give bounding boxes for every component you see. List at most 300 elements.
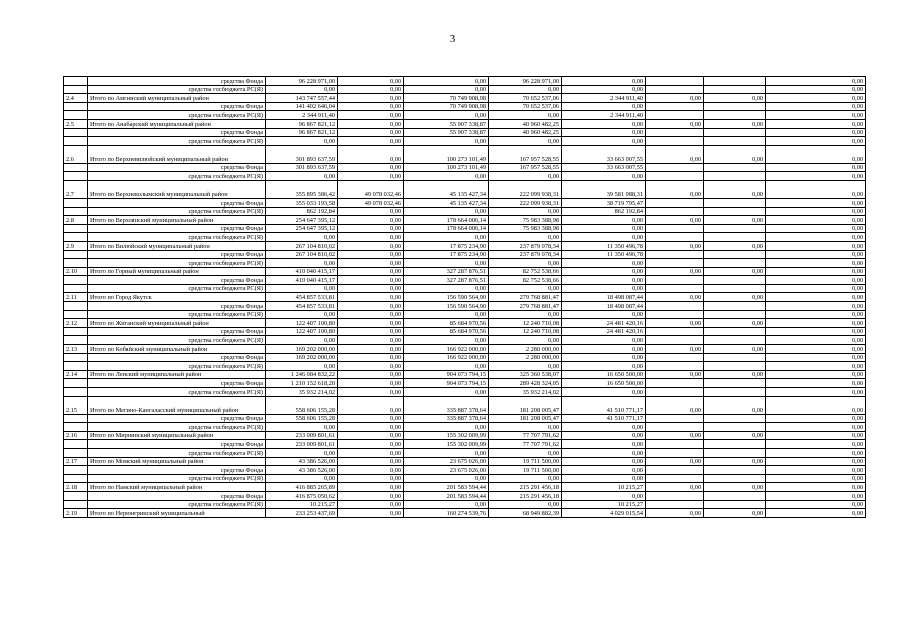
amount-col-5-cell: 0,00 xyxy=(562,276,646,285)
amount-col-2-cell: 0,00 xyxy=(338,207,404,216)
amount-total-cell: 410 040 415,17 xyxy=(266,276,338,285)
amount-col-3-cell: 178 664 006,14 xyxy=(404,216,489,225)
table-sub-row xyxy=(64,207,866,216)
amount-col-8-cell: 0,00 xyxy=(766,423,866,432)
amount-col-8-cell: 0,00 xyxy=(766,172,866,181)
amount-col-6-cell xyxy=(646,111,704,120)
row-code-cell xyxy=(64,250,88,259)
amount-col-6-cell xyxy=(646,327,704,336)
table-sub-row xyxy=(64,466,866,475)
row-name-cell: средства госбюджета РС(Я) xyxy=(88,362,266,371)
row-code-cell xyxy=(64,85,88,94)
table-sub-row xyxy=(64,379,866,388)
amount-total-cell: 96 228 971,00 xyxy=(266,77,338,86)
row-code-cell: 2.10 xyxy=(64,267,88,276)
amount-col-7-cell xyxy=(704,207,766,216)
amount-col-8-cell: 0,00 xyxy=(766,267,866,276)
amount-col-4-cell: 0,00 xyxy=(489,111,562,120)
amount-col-4-cell: 82 752 538,66 xyxy=(489,276,562,285)
amount-col-3-cell: 156 590 564,90 xyxy=(404,302,489,311)
amount-col-2-cell: 0,00 xyxy=(338,336,404,345)
row-name-cell: средства госбюджета РС(Я) xyxy=(88,500,266,509)
row-name-cell: средства госбюджета РС(Я) xyxy=(88,207,266,216)
amount-total-cell: 96 867 821,12 xyxy=(266,119,338,128)
amount-col-5-cell: 0,00 xyxy=(562,423,646,432)
row-code-cell xyxy=(64,284,88,293)
amount-col-6-cell xyxy=(646,302,704,311)
amount-total-cell: 141 402 646,04 xyxy=(266,102,338,111)
amount-col-3-cell: 335 887 378,64 xyxy=(404,414,489,423)
amount-col-7-cell: 0,00 xyxy=(704,145,766,163)
amount-total-cell: 355 895 386,42 xyxy=(266,180,338,198)
row-name-cell: средства госбюджета РС(Я) xyxy=(88,448,266,457)
row-name-cell: средства Фонда xyxy=(88,224,266,233)
amount-col-5-cell: 0,00 xyxy=(562,128,646,137)
amount-col-4-cell: 222 099 938,31 xyxy=(489,198,562,207)
amount-col-8-cell: 0,00 xyxy=(766,345,866,354)
row-code-cell xyxy=(64,500,88,509)
row-code-cell: 2.19 xyxy=(64,509,88,518)
amount-col-7-cell: 0,00 xyxy=(704,267,766,276)
row-code-cell: 2.8 xyxy=(64,216,88,225)
row-code-cell xyxy=(64,466,88,475)
amount-col-3-cell: 70 749 908,98 xyxy=(404,94,489,103)
table-total-row xyxy=(64,431,866,440)
table-total-row xyxy=(64,267,866,276)
amount-col-2-cell: 0,00 xyxy=(338,302,404,311)
amount-col-4-cell: 35 932 214,02 xyxy=(489,388,562,397)
row-name-cell: средства Фонда xyxy=(88,198,266,207)
amount-col-6-cell: 0,00 xyxy=(646,216,704,225)
amount-col-7-cell: 0,00 xyxy=(704,216,766,225)
amount-col-8-cell: 0,00 xyxy=(766,163,866,172)
amount-col-3-cell: 0,00 xyxy=(404,207,489,216)
amount-col-4-cell: 40 960 482,25 xyxy=(489,128,562,137)
row-name-cell: Итого по Мегино-Кангаласский муниципальный район xyxy=(88,396,266,414)
amount-col-3-cell: 0,00 xyxy=(404,310,489,319)
amount-col-8-cell: 0,00 xyxy=(766,457,866,466)
row-code-cell xyxy=(64,224,88,233)
amount-col-5-cell: 16 650 500,00 xyxy=(562,379,646,388)
amount-col-4-cell: 75 983 388,98 xyxy=(489,216,562,225)
amount-col-8-cell: 0,00 xyxy=(766,319,866,328)
amount-col-7-cell: 0,00 xyxy=(704,241,766,250)
row-name-cell: Итого по Мирнинский муниципальный район xyxy=(88,431,266,440)
amount-col-3-cell: 17 875 234,90 xyxy=(404,250,489,259)
table-sub-row xyxy=(64,388,866,397)
amount-total-cell: 416 885 265,89 xyxy=(266,483,338,492)
amount-col-2-cell: 0,00 xyxy=(338,353,404,362)
amount-total-cell: 1 246 084 832,22 xyxy=(266,370,338,379)
row-code-cell xyxy=(64,310,88,319)
table-sub-row xyxy=(64,172,866,181)
table-sub-row xyxy=(64,327,866,336)
amount-col-5-cell: 0,00 xyxy=(562,259,646,268)
amount-col-4-cell: 0,00 xyxy=(489,500,562,509)
amount-total-cell: 169 202 000,00 xyxy=(266,353,338,362)
amount-total-cell: 862 192,84 xyxy=(266,207,338,216)
amount-col-7-cell xyxy=(704,198,766,207)
amount-col-7-cell: 0,00 xyxy=(704,319,766,328)
row-name-cell: средства госбюджета РС(Я) xyxy=(88,137,266,146)
amount-col-3-cell: 23 675 026,00 xyxy=(404,457,489,466)
amount-col-6-cell: 0,00 xyxy=(646,431,704,440)
amount-col-8-cell: 0,00 xyxy=(766,94,866,103)
amount-col-8-cell: 0,00 xyxy=(766,128,866,137)
row-code-cell xyxy=(64,474,88,483)
amount-col-8-cell: 0,00 xyxy=(766,207,866,216)
amount-col-5-cell: 0,00 xyxy=(562,440,646,449)
row-name-cell: средства Фонда xyxy=(88,491,266,500)
amount-col-5-cell: 0,00 xyxy=(562,284,646,293)
amount-col-7-cell: 0,00 xyxy=(704,94,766,103)
amount-col-4-cell: 0,00 xyxy=(489,259,562,268)
amount-col-2-cell: 0,00 xyxy=(338,137,404,146)
amount-col-6-cell xyxy=(646,336,704,345)
amount-col-5-cell: 2 344 911,40 xyxy=(562,111,646,120)
amount-col-6-cell xyxy=(646,85,704,94)
row-code-cell xyxy=(64,172,88,181)
amount-col-4-cell: 0,00 xyxy=(489,423,562,432)
row-code-cell xyxy=(64,388,88,397)
amount-col-2-cell: 49 078 032,46 xyxy=(338,180,404,198)
table-sub-row xyxy=(64,302,866,311)
amount-col-5-cell: 862 192,84 xyxy=(562,207,646,216)
amount-col-5-cell: 0,00 xyxy=(562,431,646,440)
row-name-cell: Итого по Горный муниципальный район xyxy=(88,267,266,276)
amount-col-2-cell: 0,00 xyxy=(338,474,404,483)
row-name-cell: средства Фонда xyxy=(88,128,266,137)
amount-col-8-cell: 0,00 xyxy=(766,119,866,128)
amount-col-3-cell: 0,00 xyxy=(404,336,489,345)
table-sub-row xyxy=(64,362,866,371)
row-name-cell: средства Фонда xyxy=(88,102,266,111)
amount-col-2-cell: 0,00 xyxy=(338,310,404,319)
amount-col-7-cell: 0,00 xyxy=(704,396,766,414)
amount-col-5-cell: 24 481 420,16 xyxy=(562,327,646,336)
row-name-cell: средства госбюджета РС(Я) xyxy=(88,474,266,483)
amount-col-8-cell: 0,00 xyxy=(766,491,866,500)
amount-col-2-cell: 0,00 xyxy=(338,284,404,293)
amount-total-cell: 0,00 xyxy=(266,85,338,94)
row-name-cell: Итого по Жиганский муниципальный район xyxy=(88,319,266,328)
amount-total-cell: 122 407 100,80 xyxy=(266,319,338,328)
amount-col-2-cell: 0,00 xyxy=(338,111,404,120)
amount-col-6-cell xyxy=(646,440,704,449)
amount-col-4-cell: 0,00 xyxy=(489,85,562,94)
amount-col-8-cell: 0,00 xyxy=(766,327,866,336)
amount-total-cell: 233 009 801,61 xyxy=(266,440,338,449)
amount-total-cell: 143 747 557,44 xyxy=(266,94,338,103)
amount-col-4-cell: 237 879 078,34 xyxy=(489,250,562,259)
table-sub-row xyxy=(64,336,866,345)
amount-total-cell: 301 893 637,59 xyxy=(266,163,338,172)
amount-col-2-cell: 0,00 xyxy=(338,94,404,103)
amount-col-5-cell: 2 344 911,40 xyxy=(562,94,646,103)
amount-total-cell: 96 867 821,12 xyxy=(266,128,338,137)
amount-col-3-cell: 23 675 026,00 xyxy=(404,466,489,475)
row-name-cell: средства госбюджета РС(Я) xyxy=(88,284,266,293)
row-name-cell: Итого по Верхоянский муниципальный район xyxy=(88,216,266,225)
amount-col-7-cell xyxy=(704,85,766,94)
row-name-cell: средства госбюджета РС(Я) xyxy=(88,336,266,345)
table-total-row xyxy=(64,293,866,302)
row-code-cell xyxy=(64,362,88,371)
amount-col-6-cell xyxy=(646,172,704,181)
amount-col-7-cell xyxy=(704,163,766,172)
table-body xyxy=(64,77,866,518)
amount-col-6-cell: 0,00 xyxy=(646,457,704,466)
amount-col-2-cell: 0,00 xyxy=(338,457,404,466)
amount-col-5-cell: 0,00 xyxy=(562,448,646,457)
table-sub-row xyxy=(64,111,866,120)
amount-col-2-cell: 0,00 xyxy=(338,440,404,449)
amount-col-3-cell: 0,00 xyxy=(404,423,489,432)
amount-col-6-cell: 0,00 xyxy=(646,319,704,328)
amount-col-2-cell: 0,00 xyxy=(338,224,404,233)
amount-col-5-cell: 4 029 015,54 xyxy=(562,509,646,518)
amount-col-4-cell: 0,00 xyxy=(489,474,562,483)
amount-col-8-cell: 0,00 xyxy=(766,500,866,509)
amount-col-7-cell: 0,00 xyxy=(704,370,766,379)
amount-col-4-cell: 0,00 xyxy=(489,172,562,181)
amount-total-cell: 254 647 395,12 xyxy=(266,224,338,233)
amount-col-6-cell xyxy=(646,77,704,86)
amount-col-7-cell xyxy=(704,466,766,475)
row-name-cell: средства госбюджета РС(Я) xyxy=(88,233,266,242)
row-name-cell: средства Фонда xyxy=(88,353,266,362)
amount-col-3-cell: 0,00 xyxy=(404,137,489,146)
amount-col-5-cell: 0,00 xyxy=(562,77,646,86)
amount-col-8-cell: 0,00 xyxy=(766,302,866,311)
amount-col-7-cell xyxy=(704,233,766,242)
row-name-cell: средства Фонда xyxy=(88,414,266,423)
row-name-cell: Итого по Намский муниципальный район xyxy=(88,483,266,492)
amount-col-8-cell: 0,00 xyxy=(766,102,866,111)
row-code-cell: 2.5 xyxy=(64,119,88,128)
amount-col-2-cell: 0,00 xyxy=(338,500,404,509)
amount-col-3-cell: 0,00 xyxy=(404,111,489,120)
amount-total-cell: 0,00 xyxy=(266,137,338,146)
amount-col-3-cell: 0,00 xyxy=(404,233,489,242)
amount-col-4-cell: 215 291 456,18 xyxy=(489,483,562,492)
amount-total-cell: 267 104 810,02 xyxy=(266,241,338,250)
amount-col-5-cell: 41 510 771,17 xyxy=(562,414,646,423)
amount-col-7-cell xyxy=(704,250,766,259)
amount-total-cell: 2 344 911,40 xyxy=(266,111,338,120)
amount-col-4-cell: 222 099 938,31 xyxy=(489,180,562,198)
amount-total-cell: 122 407 100,80 xyxy=(266,327,338,336)
amount-col-6-cell xyxy=(646,362,704,371)
row-code-cell xyxy=(64,163,88,172)
amount-col-5-cell: 0,00 xyxy=(562,388,646,397)
amount-col-6-cell xyxy=(646,276,704,285)
table-sub-row xyxy=(64,353,866,362)
table-sub-row xyxy=(64,500,866,509)
page-number: 3 xyxy=(449,33,456,45)
amount-col-2-cell: 0,00 xyxy=(338,276,404,285)
table-total-row xyxy=(64,180,866,198)
row-name-cell: средства госбюджета РС(Я) xyxy=(88,172,266,181)
row-name-cell: средства Фонда xyxy=(88,440,266,449)
amount-col-2-cell: 0,00 xyxy=(338,379,404,388)
amount-col-6-cell xyxy=(646,284,704,293)
amount-total-cell: 267 104 810,02 xyxy=(266,250,338,259)
amount-total-cell: 410 040 415,17 xyxy=(266,267,338,276)
amount-col-2-cell: 0,00 xyxy=(338,370,404,379)
amount-col-3-cell: 0,00 xyxy=(404,474,489,483)
amount-col-3-cell: 155 302 009,99 xyxy=(404,440,489,449)
row-code-cell: 2.18 xyxy=(64,483,88,492)
amount-col-6-cell: 0,00 xyxy=(646,396,704,414)
amount-col-8-cell: 0,00 xyxy=(766,509,866,518)
amount-col-7-cell: 0,00 xyxy=(704,457,766,466)
amount-col-7-cell xyxy=(704,137,766,146)
amount-col-8-cell: 0,00 xyxy=(766,474,866,483)
table-sub-row xyxy=(64,233,866,242)
row-name-cell: средства Фонда xyxy=(88,379,266,388)
table-total-row xyxy=(64,319,866,328)
amount-col-7-cell xyxy=(704,284,766,293)
amount-col-7-cell xyxy=(704,336,766,345)
amount-col-4-cell: 279 768 881,47 xyxy=(489,293,562,302)
row-code-cell xyxy=(64,198,88,207)
amount-col-8-cell: 0,00 xyxy=(766,310,866,319)
amount-col-5-cell: 0,00 xyxy=(562,466,646,475)
amount-col-3-cell: 0,00 xyxy=(404,500,489,509)
amount-col-2-cell: 0,00 xyxy=(338,163,404,172)
amount-col-5-cell: 10 215,27 xyxy=(562,500,646,509)
amount-col-5-cell: 0,00 xyxy=(562,457,646,466)
row-name-cell: средства госбюджета РС(Я) xyxy=(88,388,266,397)
amount-col-2-cell: 0,00 xyxy=(338,483,404,492)
table-sub-row xyxy=(64,448,866,457)
amount-col-7-cell xyxy=(704,276,766,285)
amount-col-2-cell: 0,00 xyxy=(338,327,404,336)
amount-col-7-cell xyxy=(704,224,766,233)
amount-total-cell: 355 033 193,58 xyxy=(266,198,338,207)
amount-col-3-cell: 45 135 427,34 xyxy=(404,198,489,207)
row-code-cell: 2.12 xyxy=(64,319,88,328)
amount-col-4-cell: 279 768 881,47 xyxy=(489,302,562,311)
table-sub-row xyxy=(64,102,866,111)
amount-col-6-cell xyxy=(646,414,704,423)
amount-col-6-cell xyxy=(646,250,704,259)
row-code-cell: 2.9 xyxy=(64,241,88,250)
amount-col-7-cell xyxy=(704,362,766,371)
row-name-cell: Итого по Верхнеколымский муниципальный район xyxy=(88,180,266,198)
amount-col-3-cell: 201 583 594,44 xyxy=(404,491,489,500)
amount-col-5-cell: 0,00 xyxy=(562,216,646,225)
amount-col-3-cell: 100 273 101,49 xyxy=(404,145,489,163)
amount-col-2-cell: 0,00 xyxy=(338,491,404,500)
row-code-cell: 2.4 xyxy=(64,94,88,103)
amount-col-8-cell: 0,00 xyxy=(766,370,866,379)
amount-col-8-cell: 0,00 xyxy=(766,241,866,250)
amount-col-8-cell: 0,00 xyxy=(766,180,866,198)
amount-col-4-cell: 2 280 000,00 xyxy=(489,353,562,362)
amount-col-6-cell xyxy=(646,379,704,388)
amount-col-3-cell: 55 907 338,87 xyxy=(404,128,489,137)
amount-col-6-cell xyxy=(646,224,704,233)
amount-col-8-cell: 0,00 xyxy=(766,293,866,302)
amount-col-6-cell xyxy=(646,259,704,268)
table-total-row xyxy=(64,396,866,414)
amount-col-5-cell: 0,00 xyxy=(562,224,646,233)
amount-col-6-cell: 0,00 xyxy=(646,241,704,250)
amount-col-5-cell: 0,00 xyxy=(562,233,646,242)
amount-col-7-cell: 0,00 xyxy=(704,431,766,440)
amount-col-8-cell: 0,00 xyxy=(766,396,866,414)
amount-col-7-cell xyxy=(704,440,766,449)
row-code-cell xyxy=(64,336,88,345)
amount-col-7-cell xyxy=(704,77,766,86)
row-name-cell: Итого по Верхневилюйский муниципальный район xyxy=(88,145,266,163)
amount-col-3-cell: 166 922 000,00 xyxy=(404,345,489,354)
amount-col-8-cell: 0,00 xyxy=(766,224,866,233)
amount-col-7-cell xyxy=(704,414,766,423)
amount-total-cell: 0,00 xyxy=(266,362,338,371)
amount-col-2-cell: 0,00 xyxy=(338,431,404,440)
table-total-row xyxy=(64,94,866,103)
amount-col-7-cell xyxy=(704,388,766,397)
amount-total-cell: 233 253 437,69 xyxy=(266,509,338,518)
amount-col-4-cell: 2 280 000,00 xyxy=(489,345,562,354)
amount-col-6-cell: 0,00 xyxy=(646,145,704,163)
amount-col-6-cell xyxy=(646,207,704,216)
amount-col-6-cell xyxy=(646,500,704,509)
amount-col-3-cell: 100 273 101,49 xyxy=(404,163,489,172)
row-name-cell: средства Фонда xyxy=(88,327,266,336)
amount-total-cell: 558 606 155,28 xyxy=(266,396,338,414)
amount-col-5-cell: 33 663 007,55 xyxy=(562,145,646,163)
amount-col-4-cell: 77 707 791,62 xyxy=(489,431,562,440)
table-sub-row xyxy=(64,224,866,233)
amount-col-3-cell: 0,00 xyxy=(404,284,489,293)
table-sub-row xyxy=(64,474,866,483)
row-code-cell xyxy=(64,491,88,500)
amount-col-6-cell xyxy=(646,310,704,319)
amount-col-3-cell: 904 073 794,15 xyxy=(404,379,489,388)
table-sub-row xyxy=(64,77,866,86)
table-sub-row xyxy=(64,284,866,293)
amount-col-2-cell: 0,00 xyxy=(338,145,404,163)
amount-col-2-cell: 49 078 032,46 xyxy=(338,198,404,207)
amount-col-5-cell: 11 350 496,78 xyxy=(562,250,646,259)
amount-col-7-cell: 0,00 xyxy=(704,293,766,302)
amount-col-2-cell: 0,00 xyxy=(338,172,404,181)
amount-col-5-cell: 11 350 496,78 xyxy=(562,241,646,250)
row-code-cell: 2.13 xyxy=(64,345,88,354)
amount-col-6-cell: 0,00 xyxy=(646,293,704,302)
amount-col-5-cell: 18 498 087,44 xyxy=(562,293,646,302)
table-total-row xyxy=(64,457,866,466)
row-name-cell: средства госбюджета РС(Я) xyxy=(88,85,266,94)
row-name-cell: средства Фонда xyxy=(88,77,266,86)
table-sub-row xyxy=(64,250,866,259)
amount-col-7-cell xyxy=(704,172,766,181)
table-sub-row xyxy=(64,414,866,423)
amount-total-cell: 0,00 xyxy=(266,284,338,293)
amount-col-4-cell: 0,00 xyxy=(489,362,562,371)
row-code-cell xyxy=(64,128,88,137)
amount-col-3-cell: 85 684 970,56 xyxy=(404,327,489,336)
row-code-cell: 2.17 xyxy=(64,457,88,466)
amount-col-2-cell: 0,00 xyxy=(338,216,404,225)
row-code-cell xyxy=(64,353,88,362)
amount-col-4-cell: 181 208 005,47 xyxy=(489,414,562,423)
row-code-cell xyxy=(64,379,88,388)
